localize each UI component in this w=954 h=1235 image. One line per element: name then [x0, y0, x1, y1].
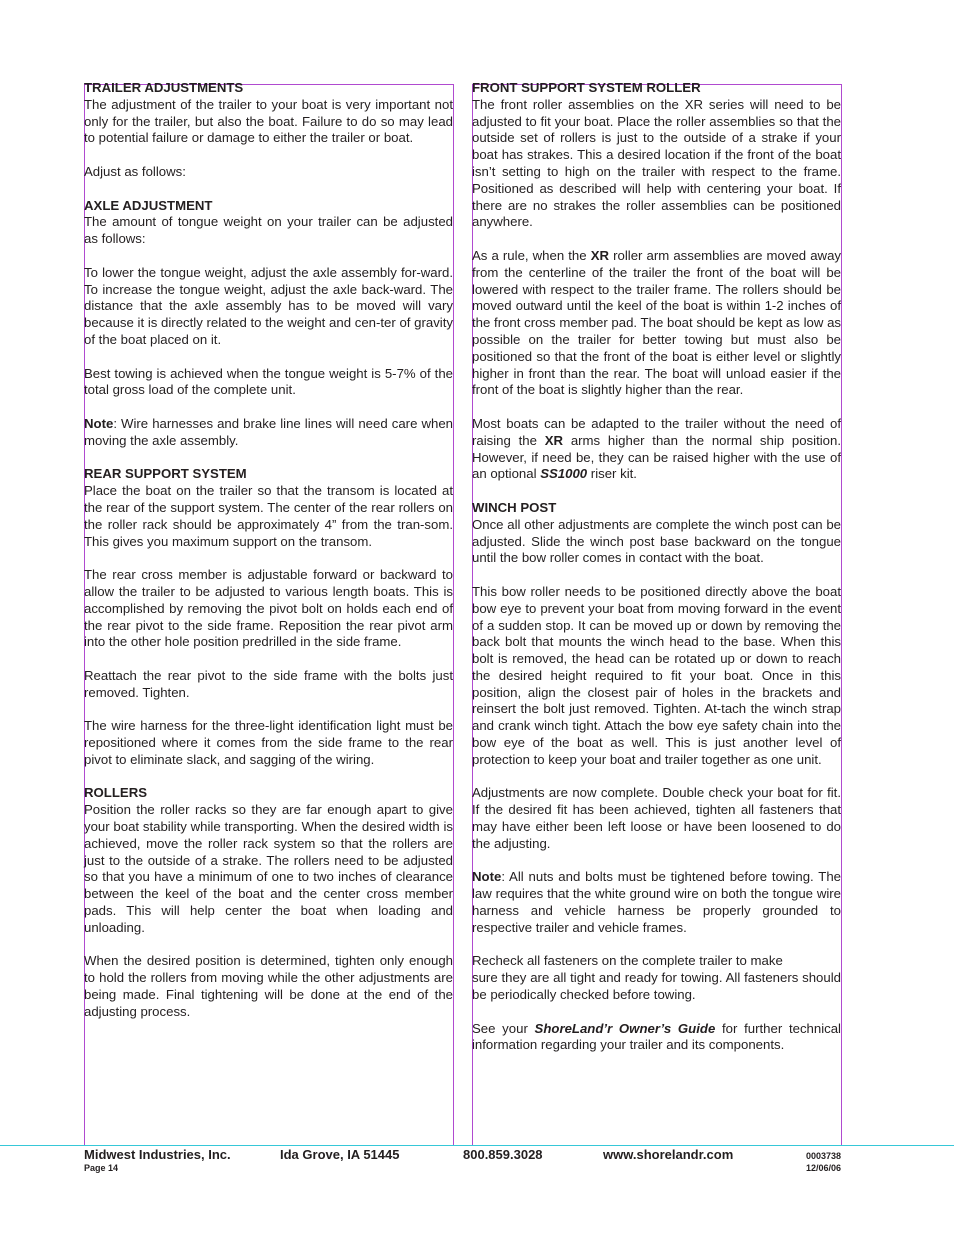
note-text: : All nuts and bolts must be tightened before towing. The law requires that the white ground wire on both the tongue wire harness and vehicle harness be properly grounded to respective trailer and vehicle frames. — [472, 869, 841, 935]
rollers-heading: ROLLERS — [84, 785, 148, 801]
recheck-line-2: sure they are all tight and ready for towing. All fasteners should be periodically checked before towing. — [472, 970, 841, 1003]
rear-support-heading: REAR SUPPORT SYSTEM — [84, 466, 247, 482]
footer-page-number: Page 14 — [84, 1163, 119, 1173]
axle-paragraph-1: The amount of tongue weight on your trailer can be adjusted as follows: — [84, 214, 453, 247]
owners-guide-paragraph — [472, 1021, 841, 1055]
front-support-heading: FRONT SUPPORT SYSTEM ROLLER — [472, 80, 701, 95]
winch-paragraph-2: This bow roller needs to be positioned directly above the boat bow eye to prevent your boat from moving forward in the event of a sudden stop. It can be moved up or down by removing the back bolt that mounts the winch head to the base. When this bolt is removed, the head can be rotated up or down to reach the desired height required to fit your boat. Once in this position, align the closest pair of holes in the brackets and reinsert the bolt just removed. Tighten. At-tach the winch strap and crank winch tight. Attach the bow eye safety chain into the bow eye of the boat as well. This is just another level of protection to keep your boat and trailer together as one unit. — [472, 583, 841, 767]
front-paragraph-2 — [472, 248, 841, 399]
adjust-as-follows-text: Adjust as follows: — [84, 163, 186, 179]
rollers-paragraph-2: When the desired position is determined, tighten only enough to hold the rollers from moving while the other adjustments are being made. Final tightening will be done at the end of the adjusting process. — [84, 953, 453, 1019]
tightening-note — [472, 869, 841, 936]
rear-paragraph-1: Place the boat on the trailer so that the transom is located at the rear of the support system. The center of the rear rollers on the roller rack should be approximately 4” from the tran-som. This gives you maximum support on the transom. — [84, 483, 453, 549]
front-paragraph-1: The front roller assemblies on the XR series will need to be adjusted to fit your boat. Place the roller assemblies so that the outside set of rollers is just to the outside of a strake if your boat has strakes. This a desired location if the front of the boat isn’t setting to high on the trailer with respect to the frame. Positioned as described will help with centering your boat. If there are no strakes the roller assemblies can be positioned anywhere. — [472, 96, 841, 230]
axle-paragraph-3: Best towing is achieved when the tongue weight is 5-7% of the total gross load of the complete unit. — [84, 365, 453, 398]
rear-paragraph-2: The rear cross member is adjustable forward or backward to allow the trailer to be adjusted to various length boats. This is accomplished by removing the pivot bolt on holds each end of the rear pivot to the side frame. Reposition the rear pivot arm into the other hole position predrilled in the side frame. — [84, 567, 453, 650]
owners-guide-title: ShoreLand’r Owner’s Guide — [534, 1020, 716, 1036]
winch-post-heading: WINCH POST — [472, 499, 557, 515]
footer-company: Midwest Industries, Inc. — [84, 1147, 231, 1162]
front-p2-text-a: As a rule, when the — [472, 247, 591, 263]
front-p3-text-b: arms higher than the normal ship position. However, if need be, they can be raised higher with the use of an optional — [472, 432, 841, 482]
footer-date: 12/06/06 — [806, 1163, 842, 1173]
see-text-a: See your — [472, 1020, 535, 1036]
trailer-adjustments-heading: TRAILER ADJUSTMENTS — [84, 80, 244, 95]
front-p3-text-a: Most boats can be adapted to the trailer without the need of raising the — [472, 415, 841, 448]
rollers-paragraph-1: Position the roller racks so they are far enough apart to give your boat stability while transporting. When the desired width is achieved, move the roller rack system so that the rollers are just to the outside of a strake. The rollers need to be adjusted so that you have a minimum of one to two inches of clearance between the keel of the boat and the center cross member pads. This will help center the boat when loading and unloading. — [84, 802, 453, 935]
rear-paragraph-4: The wire harness for the three-light identification light must be repositioned where it comes from the side frame to the rear pivot to eliminate slack, and sagging of the wiring. — [84, 718, 453, 767]
axle-paragraph-2: To lower the tongue weight, adjust the axle assembly for-ward. To increase the tongue weight, adjust the axle back-ward. The distance that the axle assembly has to be moved will vary because it is directly related to the weight and cen-ter of gravity of the boat placed on it. — [84, 264, 453, 347]
left-column — [84, 80, 453, 1037]
recheck-line-1: Recheck all fasteners on the complete trailer to make — [472, 953, 783, 969]
trailer-adjustments-text: The adjustment of the trailer to your boat is very important not only for the trailer, but also the boat. Failure to do so may lead to potential failure or damage to either the trailer or boat. — [84, 96, 453, 146]
footer-website: www.shorelandr.com — [603, 1147, 734, 1162]
footer-phone: 800.859.3028 — [463, 1147, 543, 1162]
axle-adjustment-heading: AXLE ADJUSTMENT — [84, 197, 213, 213]
footer-rule — [0, 1145, 954, 1146]
winch-paragraph-3: Adjustments are now complete. Double check your boat for fit. If the desired fit has been achieved, tighten all fasteners that may have either been left loose or have been loosened to do the adjusting. — [472, 785, 841, 851]
ss1000-label: SS1000 — [540, 466, 588, 482]
note-text: : Wire harnesses and brake line lines will need care when moving the axle assembly. — [84, 415, 453, 448]
winch-paragraph-1: Once all other adjustments are complete the winch post can be adjusted. Slide the winch post base backward on the tongue until the bow roller comes in contact with the boat. — [472, 516, 841, 566]
footer-code: 0003738 — [806, 1151, 842, 1161]
recheck-paragraph — [472, 953, 841, 1003]
front-paragraph-3 — [472, 416, 841, 483]
front-p2-text-b: roller arm assemblies are moved away from the centerline of the trailer the front of the boat will be lowered with respect to the trailer frame. The rollers should be moved outward until the keel of the boat is within 1-2 inches of the front cross member pad. The boat should be kept as low as possible on the trailer for better towing but must also be positioned so that the front of the boat is either level or slightly higher in front than the rear. The boat will unload easier if the front of the boat is slightly higher than the rear. — [472, 247, 841, 398]
rear-paragraph-3: Reattach the rear pivot to the side frame with the bolts just removed. Tighten. — [84, 667, 453, 700]
axle-note — [84, 416, 453, 450]
right-column — [472, 80, 841, 1054]
footer-city: Ida Grove, IA 51445 — [280, 1147, 400, 1162]
xr-label: XR — [590, 247, 610, 263]
note-label: Note — [472, 869, 502, 885]
front-p3-text-c: riser kit. — [587, 466, 637, 482]
note-label: Note — [84, 415, 114, 431]
xr-label: XR — [544, 432, 564, 448]
see-text-b: for further technical information regarding your trailer and its components. — [472, 1020, 841, 1053]
